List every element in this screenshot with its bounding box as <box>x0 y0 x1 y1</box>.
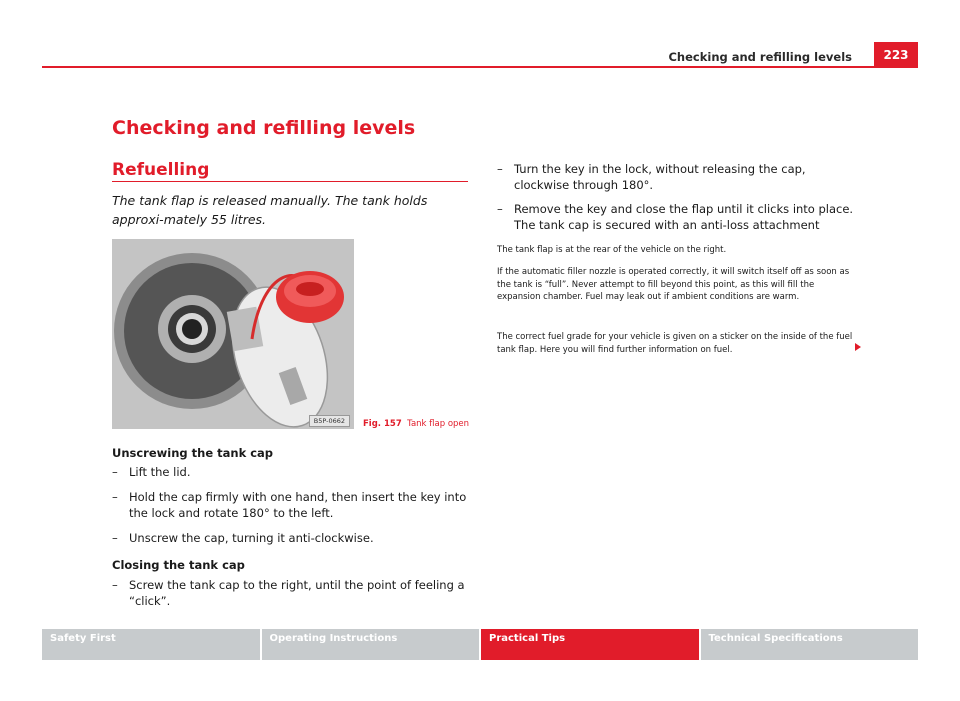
paragraph: The tank flap is at the rear of the vehicle on the right. <box>497 245 727 255</box>
step-text: Lift the lid. <box>129 465 191 479</box>
paragraph: If the automatic filler nozzle is operated correctly, it will switch itself off as soon as the tank is “full”. Never attempt to fill beyond this point, as this will fill the expansion chamber. Fuel may leak out if ambient conditions are warm. <box>497 267 850 302</box>
unscrewing-heading: Unscrewing the tank cap <box>112 446 274 460</box>
step-text: Turn the key in the lock, without releasing the cap, clockwise through 180°. <box>514 162 806 192</box>
figure-code: B5P-0662 <box>309 415 350 427</box>
tank-flap-illustration <box>112 239 354 429</box>
page-number: 223 <box>874 42 918 68</box>
list-item: – Turn the key in the lock, without releasing the cap, clockwise through 180°. <box>497 162 806 192</box>
step-text: Unscrew the cap, turning it anti-clockwise. <box>129 531 374 545</box>
step-text: Screw the tank cap to the right, until the point of feeling a “click”. <box>129 578 465 608</box>
tab-operating-instructions[interactable]: Operating Instructions <box>262 629 480 660</box>
header-rule <box>42 66 918 68</box>
step-text: Hold the cap firmly with one hand, then insert the key into the lock and rotate 180° to the left. <box>129 490 467 520</box>
subsection-title: Refuelling <box>112 160 210 180</box>
subsection-rule <box>112 181 468 182</box>
intro-text: The tank flap is released manually. The tank holds approxi-mately 55 litres. <box>112 193 428 227</box>
list-item: – Hold the cap firmly with one hand, then insert the key into the lock and rotate 180° to the left. <box>112 490 467 520</box>
list-item: – Remove the key and close the flap until it clicks into place. The tank cap is secured with an anti-loss attachment <box>497 202 854 232</box>
step-text: Remove the key and close the flap until it clicks into place. The tank cap is secured with an anti-loss attachment <box>514 202 854 232</box>
footer-nav <box>42 629 918 660</box>
figure-caption-label: Fig. 157 <box>363 419 402 429</box>
header-title: Checking and refilling levels <box>668 50 852 64</box>
tab-practical-tips[interactable]: Practical Tips <box>481 629 699 660</box>
list-item: – Unscrew the cap, turning it anti-clockwise. <box>112 531 374 545</box>
tab-technical-specifications[interactable]: Technical Specifications <box>701 629 919 660</box>
closing-heading: Closing the tank cap <box>112 558 245 572</box>
list-item: – Lift the lid. <box>112 465 191 479</box>
section-title: Checking and refilling levels <box>112 117 416 139</box>
tank-flap-image <box>112 239 354 429</box>
figure-caption <box>363 419 469 429</box>
tab-safety-first[interactable]: Safety First <box>42 629 260 660</box>
list-item: – Screw the tank cap to the right, until the point of feeling a “click”. <box>112 578 465 608</box>
figure-caption-text: Tank flap open <box>407 419 470 429</box>
continue-arrow-icon <box>855 343 861 351</box>
paragraph: The correct fuel grade for your vehicle is given on a sticker on the inside of the fuel tank flap. Here you will find further information on fuel. <box>497 332 853 355</box>
